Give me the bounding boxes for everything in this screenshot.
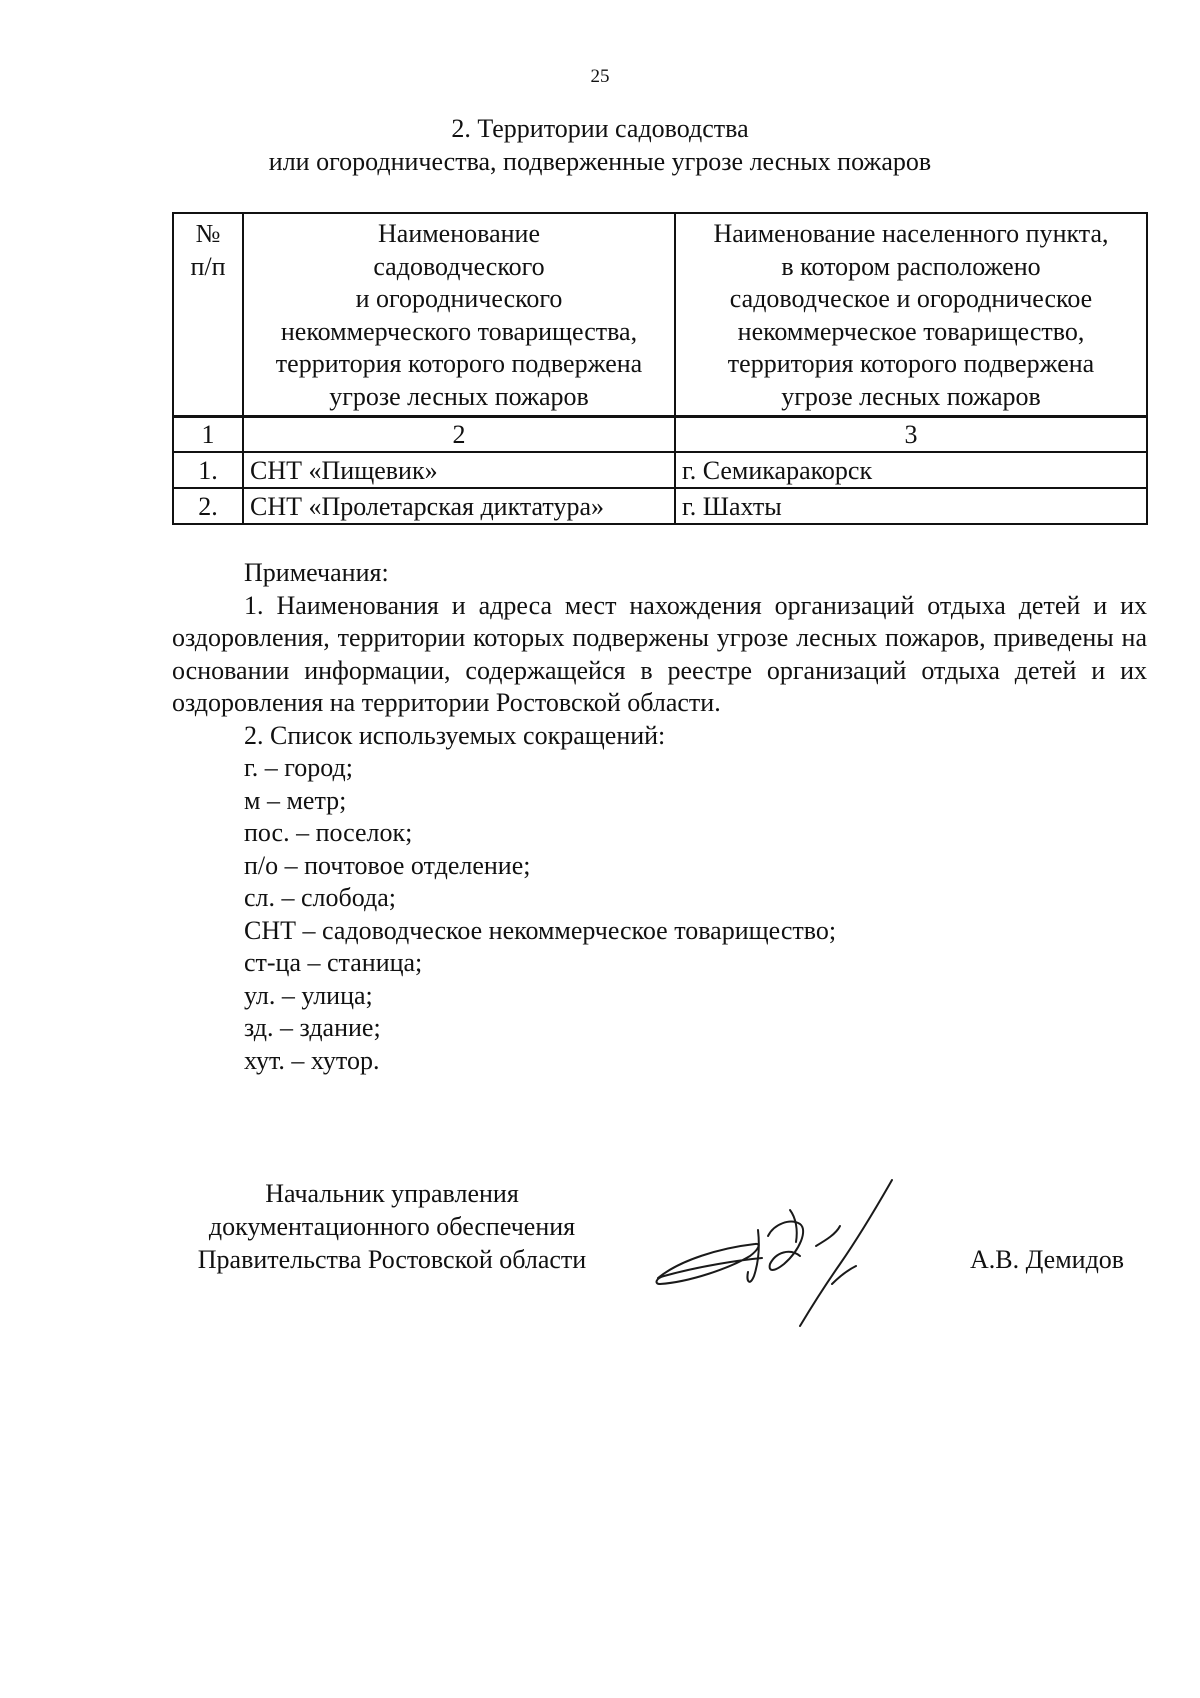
header-settlement-name: Наименование населенного пункта, в котором расположено садоводческое и огородническое некоммерческое товарищество, территория которого подвержена угрозе лесных пожаров: [675, 213, 1147, 417]
title-line-2: или огородничества, подверженные угрозе лесных пожаров: [268, 147, 932, 176]
table-header-row: [173, 213, 1147, 417]
partnership-name: СНТ «Пищевик»: [243, 452, 675, 488]
row-number: 1.: [173, 452, 243, 488]
document-title: [0, 112, 1200, 178]
signer-name: А.В. Демидов: [970, 1245, 1125, 1274]
list-item: зд. – здание;: [244, 1013, 381, 1042]
note-2: 2. Список используемых сокращений:: [244, 720, 666, 750]
column-number-row: [173, 417, 1147, 453]
column-number: 2: [243, 417, 675, 453]
header-partnership-name: Наименование садоводческого и огороднического некоммерческого товарищества, территория которого подвержена угрозе лесных пожаров: [243, 213, 675, 417]
list-item: СНТ – садоводческое некоммерческое товарищество;: [244, 915, 837, 945]
list-item: ул. – улица;: [244, 980, 373, 1010]
partnership-name: СНТ «Пролетарская диктатура»: [243, 488, 675, 524]
table-row: [173, 452, 1147, 488]
settlement-name: г. Семикаракорск: [675, 452, 1147, 488]
title-line-1: 2. Территории садоводства: [451, 114, 749, 143]
signatory-position: [172, 1177, 612, 1276]
handwritten-signature-icon: [650, 1160, 950, 1330]
table-row: [173, 488, 1147, 524]
header-number: № п/п: [173, 213, 243, 417]
list-item: хут. – хутор.: [244, 1045, 380, 1075]
notes-section: [172, 557, 1147, 1077]
list-item: сл. – слобода;: [244, 883, 397, 912]
abbreviations-list: [172, 752, 1147, 1077]
position-line-2: документационного обеспечения: [208, 1212, 576, 1241]
notes-heading: Примечания:: [244, 558, 389, 587]
list-item: г. – город;: [244, 753, 353, 782]
list-item: ст-ца – станица;: [244, 948, 423, 977]
position-line-1: Начальник управления: [265, 1179, 519, 1208]
page-number: 25: [590, 66, 610, 87]
column-number: 3: [675, 417, 1147, 453]
list-item: пос. – поселок;: [244, 818, 413, 847]
note-1: 1. Наименования и адреса мест нахождения организаций отдыха детей и их оздоровления, территории которых подвержены угрозе лесных пожаров, приведены на основании информации, содержащейся в реестре организаций отдыха детей и их оздоровления на территории Ростовской области.: [172, 590, 1147, 717]
position-line-3: Правительства Ростовской области: [197, 1245, 587, 1274]
territories-table: [172, 212, 1148, 525]
settlement-name: г. Шахты: [675, 488, 1147, 524]
row-number: 2.: [173, 488, 243, 524]
list-item: м – метр;: [244, 785, 347, 815]
list-item: п/о – почтовое отделение;: [244, 850, 531, 880]
column-number: 1: [173, 417, 243, 453]
